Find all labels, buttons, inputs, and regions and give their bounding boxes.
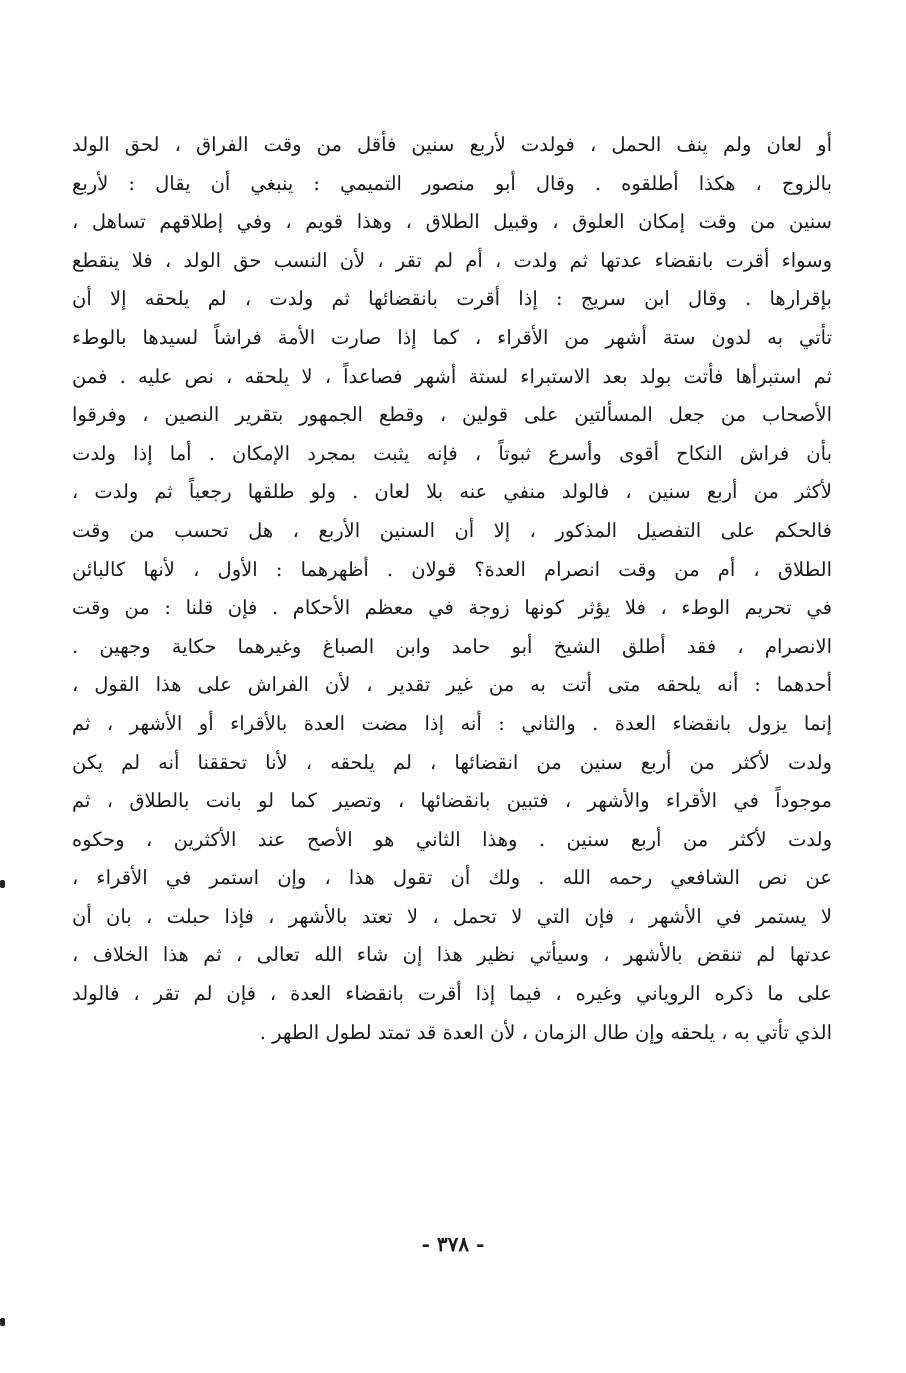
- text-line: الطلاق ، أم من وقت انصرام العدة؟ قولان . أظهرهما : الأول ، لأنها كالبائن: [72, 557, 832, 581]
- text-line: أحدهما : أنه يلحقه متى أتت به من غير تقدير ، لأن الفراش على هذا القول ،: [72, 673, 832, 697]
- text-line: في تحريم الوطء ، فلا يؤثر كونها زوجة في معظم الأحكام . فإن قلنا : من وقت: [72, 596, 832, 620]
- text-line: الأصحاب من جعل المسألتين على قولين ، وقطع الجمهور بتقرير النصين ، وفرقوا: [72, 403, 832, 427]
- text-line: عدتها لم تنقض بالأشهر ، وسيأتي نظير هذا إن شاء الله تعالى ، ثم هذا الخلاف ،: [72, 943, 832, 967]
- scan-edge-mark: [0, 880, 5, 888]
- text-line: ولدت لأكثر من أربع سنين . وهذا الثاني هو الأصح عند الأكثرين ، وحكوه: [72, 827, 832, 851]
- text-line: بأن فراش النكاح أقوى وأسرع ثبوتاً ، فإنه يثبت بمجرد الإمكان . أما إذا ولدت: [72, 441, 832, 465]
- text-line: لا يستمر في الأشهر ، فإن التي لا تحمل ، لا تعتد بالأشهر ، فإذا حبلت ، بان أن: [72, 904, 832, 928]
- text-line: بالزوج ، هكذا أطلقوه . وقال أبو منصور التميمي : ينبغي أن يقال : لأربع: [72, 171, 832, 195]
- text-line: الانصرام ، فقد أطلق الشيخ أبو حامد وابن الصباغ وغيرهما حكاية وجهين .: [72, 634, 832, 658]
- text-line: سنين من وقت إمكان العلوق ، وقبيل الطلاق ، وهذا قويم ، وفي إطلاقهم تساهل ،: [72, 210, 832, 234]
- body-text: [72, 126, 832, 1052]
- text-line: أو لعان ولم ينف الحمل ، فولدت لأربع سنين فأقل من وقت الفراق ، لحق الولد: [72, 133, 832, 156]
- text-line: إنما يزول بانقضاء العدة . والثاني : أنه إذا مضت العدة بالأقراء أو الأشهر ، ثم: [72, 711, 832, 735]
- text-line: ثم استبرأها فأتت بولد بعد الاستبراء لستة أشهر فصاعداً ، لا يلحقه ، نص عليه . فمن: [72, 364, 832, 388]
- text-line: عن نص الشافعي رحمه الله . ولك أن تقول هذا ، وإن استمر في الأقراء ،: [72, 866, 832, 890]
- text-line: موجوداً في الأقراء والأشهر ، فتبين بانقضائها ، وتصير كما لو بانت بالطلاق ، ثم: [72, 789, 832, 813]
- text-line: بإقرارها . وقال ابن سريج : إذا أقرت بانقضائها ثم ولدت ، لم يلحقه إلا أن: [72, 287, 832, 311]
- text-line: لأكثر من أربع سنين ، فالولد منفي عنه بلا لعان . ولو طلقها رجعياً ثم ولدت ،: [72, 480, 832, 504]
- text-line: على ما ذكره الروياني وغيره ، فيما إذا أقرت بانقضاء العدة ، فإن لم تقر ، فالولد: [72, 982, 832, 1006]
- text-line: تأتي به لدون ستة أشهر من الأقراء ، كما إذا صارت الأمة فراشاً لسيدها بالوطء: [72, 325, 832, 349]
- text-line: الذي تأتي به ، يلحقه وإن طال الزمان ، لأن العدة قد تمتد لطول الطهر .: [259, 1020, 832, 1044]
- text-line: فالحكم على التفصيل المذكور ، إلا أن السنين الأربع ، هل تحسب من وقت: [72, 518, 832, 542]
- page-number: - ٣٧٨ -: [421, 1232, 485, 1256]
- scan-edge-mark: [0, 1318, 5, 1326]
- text-line: ولدت لأكثر من أربع سنين من انقضائها ، لم يلحقه ، لأنا تحققنا أنه لم يكن: [72, 750, 832, 774]
- text-line: وسواء أقرت بانقضاء عدتها ثم ولدت ، أم لم تقر ، لأن النسب حق الولد ، فلا ينقطع: [72, 248, 832, 272]
